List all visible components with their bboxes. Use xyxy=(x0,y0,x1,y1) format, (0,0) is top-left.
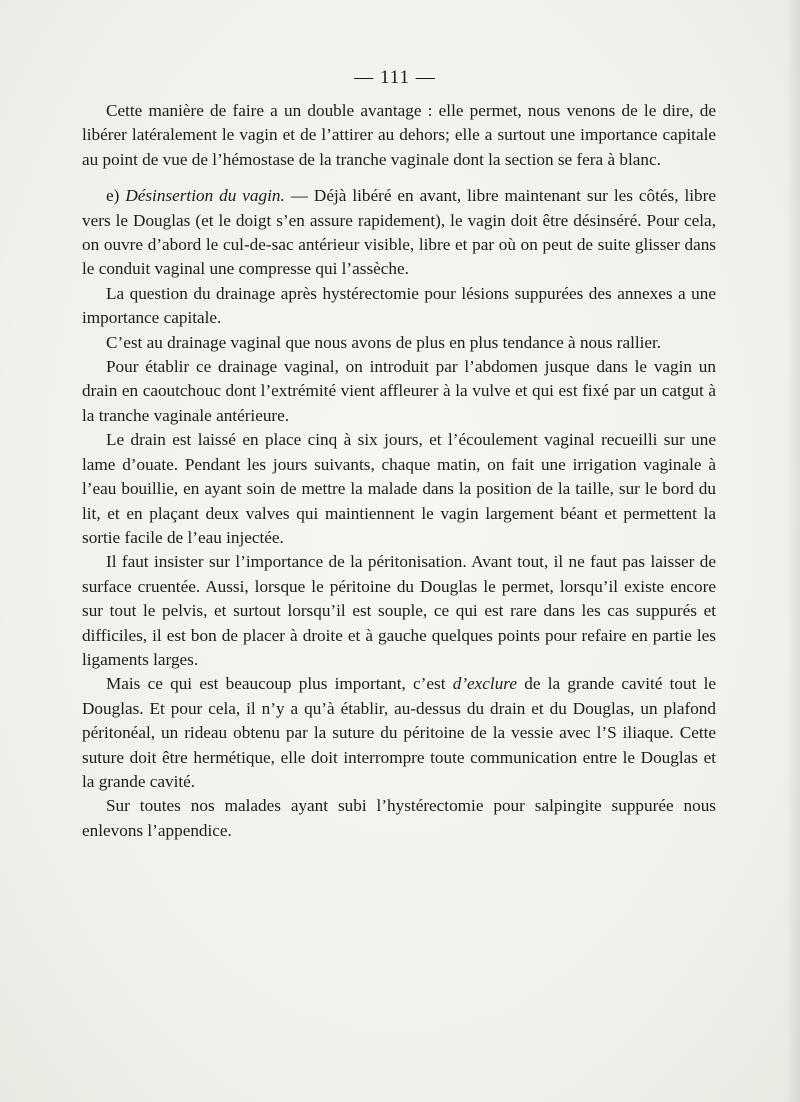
paragraph-6-text: Le drain est laissé en place cinq à six jours, et l’écoulement vaginal recueilli sur une lame d’ouate. Pendant les jours suivants, chaque matin, on fait une irrigation vaginale à l’eau bouillie, en ayant soin de mettre la malade dans la position de la taille, sur le bord du lit, et en plaçant deux valves qui maintiennent le vagin largement béant et permettent la sortie facile de l’eau injectée. xyxy=(82,430,716,547)
page-number: — 111 — xyxy=(354,67,436,88)
paragraph-3 xyxy=(82,282,716,331)
paragraph-7 xyxy=(82,550,716,672)
paragraph-7-text: Il faut insister sur l’importance de la péritonisation. Avant tout, il ne faut pas laisser de surface cruentée. Aussi, lorsque le péritoine du Douglas le permet, lorsqu’il existe encore sur tout le pelvis, et surtout lorsqu’il est souple, ce qui est rare dans les cas suppurés et difficiles, il est bon de placer à droite et à gauche quelques points pour refaire en partie les ligaments larges. xyxy=(82,552,716,669)
paragraph-5-text: Pour établir ce drainage vaginal, on introduit par l’abdomen jusque dans le vagin un drain en caoutchouc dont l’extrémité vient affleurer à la vulve et qui est fixé par un catgut à la tranche vaginale antérieure. xyxy=(82,357,716,425)
paragraph-5 xyxy=(82,355,716,428)
paragraph-2-prefix: e) xyxy=(106,186,126,206)
page-edge-shadow xyxy=(786,0,800,1102)
paragraph-2 xyxy=(82,184,716,282)
paragraph-1-text: Cette manière de faire a un double avantage : elle permet, nous venons de le dire, de libérer latéralement le vagin et de l’attirer au dehors; elle a surtout une importance capitale au point de vue de l’hémostase de la tranche vaginale dont la section se fera à blanc. xyxy=(82,101,716,169)
paragraph-1 xyxy=(82,99,716,172)
paragraph-2-heading: Désinsertion du vagin. xyxy=(125,186,285,206)
paragraph-2-text: — Déjà libéré en avant, libre maintenant sur les côtés, libre vers le Douglas (et le doigt s’en assure rapidement), le vagin doit être désinséré. Pour cela, on ouvre d’abord le cul-de-sac antérieur visible, libre et par où on peut de suite glisser dans le conduit vaginal une compresse qui l’assèche. xyxy=(82,186,716,279)
body-text xyxy=(82,99,716,843)
paragraph-8-emphasis: d’exclure xyxy=(452,674,517,694)
paragraph-9-text: Sur toutes nos malades ayant subi l’hystérectomie pour salpingite suppurée nous enlevons l’appendice. xyxy=(82,796,716,840)
paragraph-6 xyxy=(82,428,716,550)
paragraph-4 xyxy=(82,331,716,355)
paragraph-3-text: La question du drainage après hystérectomie pour lésions suppurées des annexes a une importance capitale. xyxy=(82,283,716,328)
paragraph-9 xyxy=(82,794,716,843)
paragraph-4-text: C’est au drainage vaginal que nous avons de plus en plus tendance à nous rallier. xyxy=(106,332,662,352)
paragraph-8-before: Mais ce qui est beaucoup plus important, c’est xyxy=(106,674,453,694)
paragraph-8-text: de la grande cavité tout le Douglas. Et pour cela, il n’y a qu’à établir, au-dessus du drain et du Douglas, un plafond péritonéal, un rideau obtenu par la suture du péritoine de la vessie avec l’S iliaque. Cette suture doit être hermétique, elle doit interrompre toute communication entre le Douglas et la grande cavité. xyxy=(82,674,717,791)
paragraph-8 xyxy=(82,672,716,794)
